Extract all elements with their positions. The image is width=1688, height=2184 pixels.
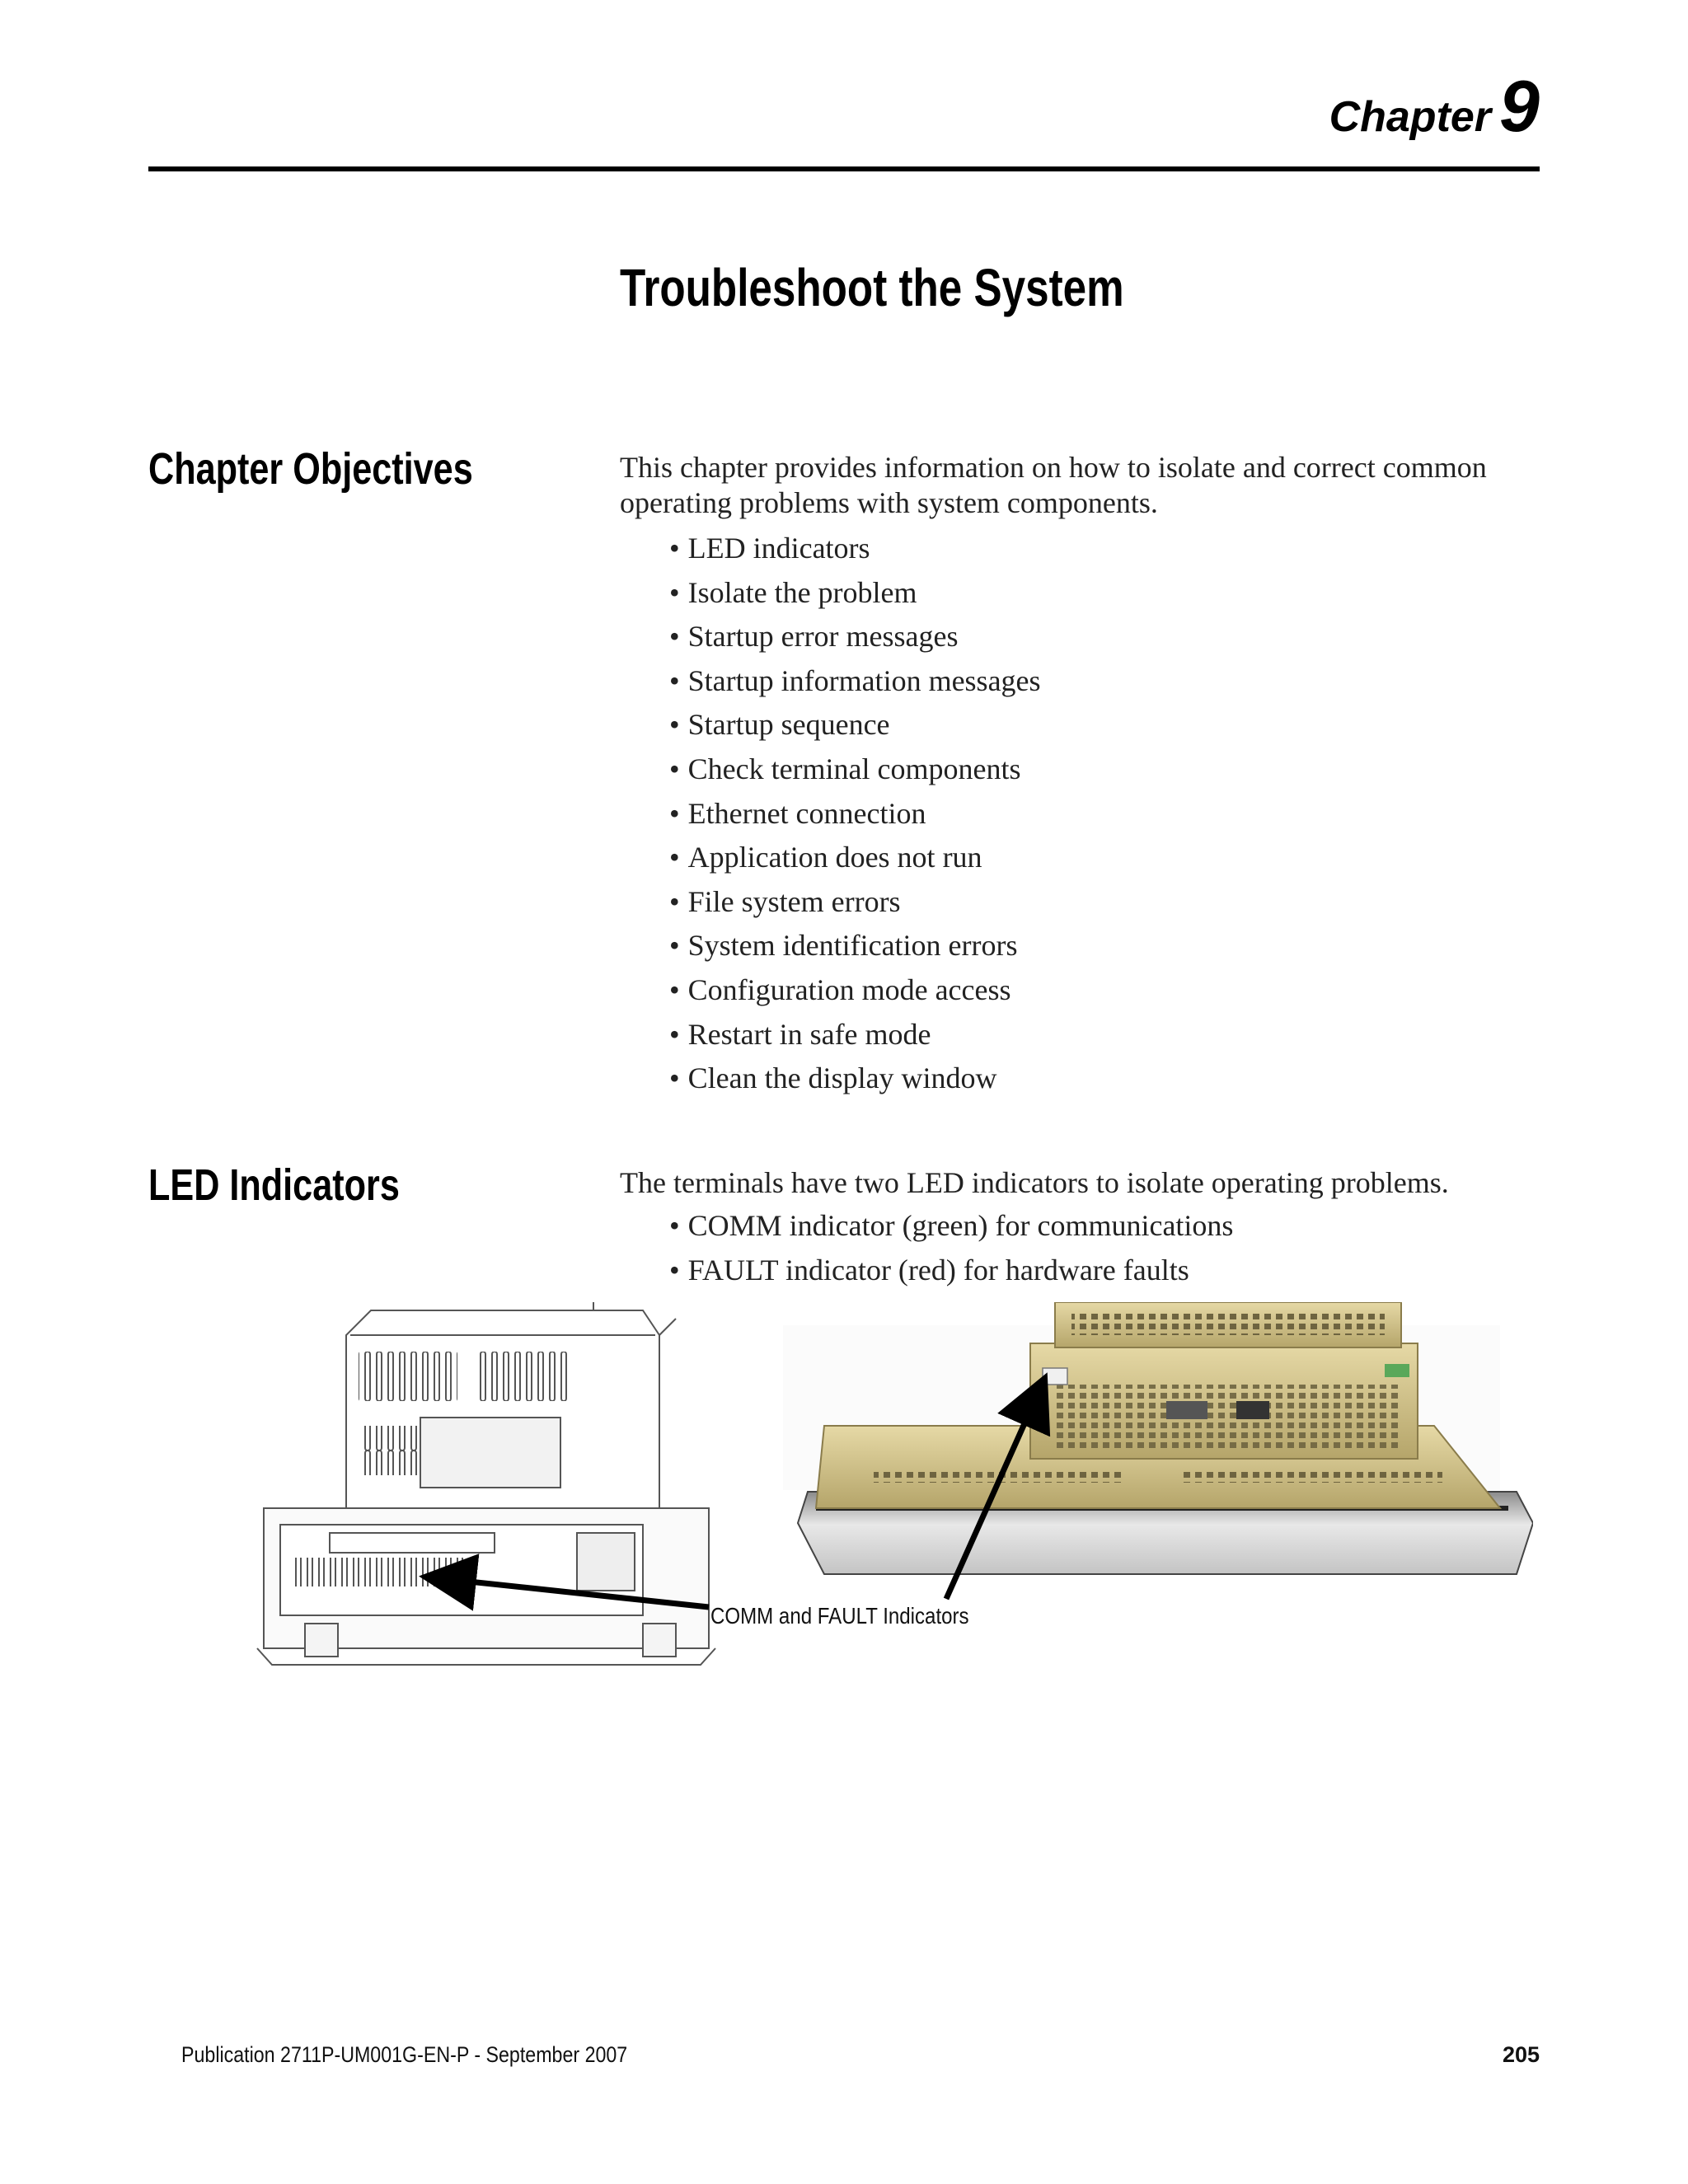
chapter-label (1329, 64, 1540, 148)
terminal-photo (783, 1302, 1533, 1574)
objectives-list (669, 527, 1041, 1101)
list-item: • Restart in safe mode (669, 1013, 1041, 1057)
list-item: • Clean the display window (669, 1057, 1041, 1101)
figure-caption: COMM and FAULT Indicators (710, 1603, 969, 1629)
page-number: 205 (1502, 2042, 1540, 2067)
chapter-objectives-heading: Chapter Objectives (148, 444, 473, 494)
chapter-number: 9 (1499, 65, 1540, 147)
list-item: • System identification errors (669, 924, 1041, 968)
list-item: • LED indicators (669, 527, 1041, 571)
footer-publication: Publication 2711P-UM001G-EN-P - September 2007 (181, 2042, 628, 2067)
list-item: • Configuration mode access (669, 968, 1041, 1013)
led-indicators-heading: LED Indicators (148, 1160, 400, 1210)
terminal-line-drawing (257, 1302, 715, 1665)
list-item: • Startup information messages (669, 659, 1041, 704)
list-item: • Startup error messages (669, 615, 1041, 659)
page-title: Troubleshoot the System (620, 258, 1124, 317)
led-list (669, 1204, 1233, 1292)
list-item: • Application does not run (669, 836, 1041, 880)
list-item: • FAULT indicator (red) for hardware faults (669, 1249, 1233, 1293)
list-item: • Check terminal components (669, 748, 1041, 792)
list-item: • Startup sequence (669, 703, 1041, 748)
list-item: • Ethernet connection (669, 792, 1041, 837)
chapter-word: Chapter (1329, 93, 1492, 141)
list-item: • File system errors (669, 880, 1041, 925)
list-item: • COMM indicator (green) for communications (669, 1204, 1233, 1249)
objectives-intro: This chapter provides information on how to isolate and correct common operating problems with system components. (620, 451, 1487, 519)
led-intro: The terminals have two LED indicators to isolate operating problems. (620, 1166, 1449, 1199)
header-rule (148, 166, 1540, 171)
terminal-led-figure (247, 1302, 1533, 1698)
list-item: • Isolate the problem (669, 571, 1041, 616)
